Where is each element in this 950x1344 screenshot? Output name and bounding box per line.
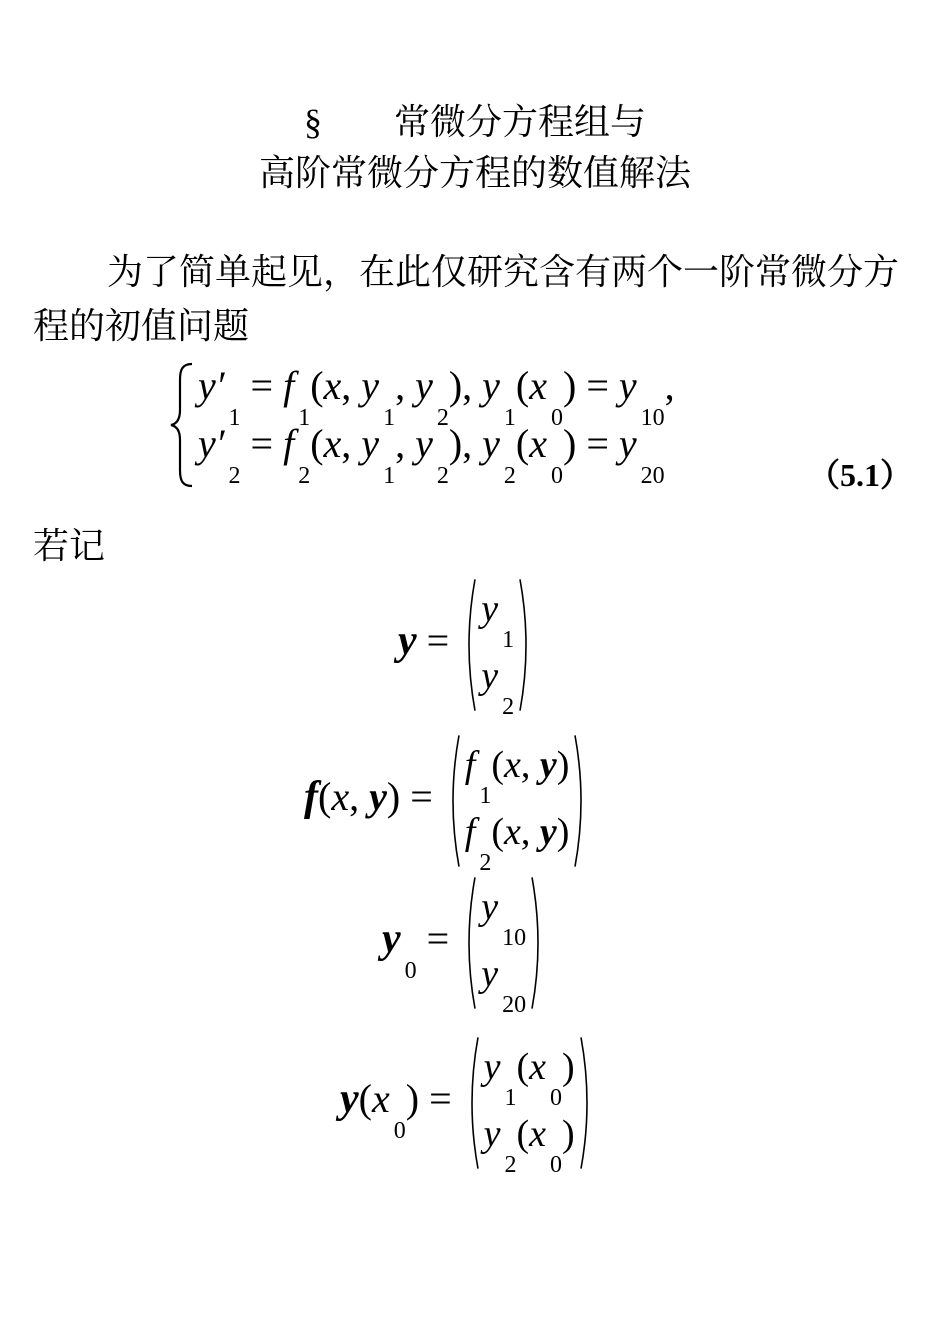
def-f-vector: [304, 734, 591, 876]
comma: ,: [520, 811, 531, 853]
var-x: x: [529, 1113, 547, 1155]
left-paren: [461, 578, 477, 712]
subscript: 0: [404, 958, 417, 985]
right-paren: [530, 876, 546, 1010]
var-y: y: [483, 1113, 501, 1155]
section-title-line1: [0, 98, 950, 147]
var-x: x: [529, 421, 548, 466]
subscript: 0: [551, 405, 564, 431]
paren: (: [358, 1076, 372, 1122]
section-title-line2: 高阶常微分方程的数值解法: [258, 153, 691, 194]
var-x: x: [371, 1076, 390, 1122]
paren: ): [405, 1076, 420, 1122]
paren: (: [318, 774, 332, 820]
equals-sign: =: [250, 421, 274, 466]
equals-sign: =: [426, 618, 450, 664]
var-y: y: [481, 655, 499, 697]
comma: ,: [349, 774, 360, 820]
var-y: y: [481, 953, 499, 995]
var-x: x: [529, 363, 548, 408]
var-y: y: [618, 363, 637, 408]
var-y: y: [482, 363, 500, 408]
function-symbol: f: [464, 744, 476, 786]
var-y: y: [481, 588, 499, 630]
right-paren: [518, 578, 534, 712]
paren: (: [516, 1113, 530, 1155]
paren: ): [562, 1046, 575, 1088]
comma: ,: [395, 363, 406, 408]
paren: (: [310, 363, 324, 408]
lhs-var: y′: [198, 363, 225, 408]
paren: (: [491, 744, 504, 786]
matrix-cell: [483, 1036, 575, 1111]
left-paren: [445, 734, 461, 868]
paren: (: [515, 363, 530, 408]
bold-y: y: [340, 1076, 359, 1123]
right-paren: [579, 1036, 595, 1170]
matrix-cell: [481, 876, 527, 951]
subscript: 1: [383, 405, 396, 431]
bold-y: y: [398, 618, 417, 665]
subscript: 1: [479, 783, 492, 809]
paren: ): [386, 774, 401, 820]
def-y-vector: [398, 578, 536, 720]
subscript: 20: [502, 992, 527, 1018]
equals-sign: =: [586, 421, 609, 466]
column-matrix: [462, 1036, 597, 1178]
left-paren: [461, 876, 477, 1010]
subscript: 10: [502, 925, 527, 951]
comma: ,: [520, 744, 531, 786]
comma: ,: [664, 363, 675, 408]
function-symbol: f: [283, 421, 295, 466]
paren: (: [515, 421, 530, 466]
subscript: 2: [298, 463, 311, 489]
paren: ): [563, 421, 577, 466]
var-x: x: [503, 811, 521, 853]
ode-system: [168, 360, 768, 500]
subscript: 0: [550, 1152, 563, 1178]
subscript: 2: [502, 694, 515, 720]
title-text-line1: 常微分方程组与: [393, 102, 646, 143]
paren: ): [563, 363, 577, 408]
function-symbol: f: [283, 363, 295, 408]
subscript: 10: [640, 405, 665, 431]
subscript: 1: [228, 405, 241, 431]
matrix-cell: [481, 645, 515, 720]
var-y: y: [415, 363, 433, 408]
matrix-cell: [483, 1103, 575, 1178]
column-matrix: [459, 578, 536, 720]
matrix-cell: [481, 578, 515, 653]
equals-sign: =: [410, 774, 433, 820]
column-matrix: [459, 876, 548, 1018]
matrix-cell: [464, 801, 570, 876]
subscript: 2: [479, 850, 492, 876]
subscript: 2: [436, 463, 449, 489]
bold-f: f: [304, 774, 318, 821]
paren: ),: [448, 421, 473, 466]
paragraph-ruoji: 若记: [33, 526, 106, 567]
subscript: 2: [436, 405, 449, 431]
intro-paragraph: 为了简单起见，在此仅研究含有两个一阶常微分方程的初值问题: [33, 252, 900, 347]
bold-y: y: [539, 811, 557, 853]
comma: ,: [395, 421, 406, 466]
section-symbol: §: [303, 102, 322, 142]
var-y: y: [415, 421, 433, 466]
var-y: y: [361, 421, 380, 466]
var-y: y: [483, 1046, 501, 1088]
subscript: 2: [504, 1152, 517, 1178]
bold-y: y: [539, 744, 557, 786]
equals-sign: =: [426, 916, 450, 962]
function-symbol: f: [464, 811, 476, 853]
subscript: 2: [503, 463, 516, 489]
ode-equation-1: [198, 362, 675, 431]
paren: ): [556, 744, 570, 786]
var-x: x: [323, 421, 342, 466]
var-x: x: [323, 363, 342, 408]
comma: ,: [341, 363, 352, 408]
paren: ),: [448, 363, 473, 408]
matrix-cell: [464, 734, 570, 809]
var-y: y: [361, 363, 380, 408]
paren: ): [556, 811, 570, 853]
var-y: y: [482, 421, 500, 466]
var-y: y: [618, 421, 637, 466]
equals-sign: =: [250, 363, 274, 408]
var-x: x: [331, 774, 350, 820]
equals-sign: =: [586, 363, 609, 408]
matrix-cell: [481, 943, 527, 1018]
subscript: 20: [640, 463, 665, 489]
paren: ): [562, 1113, 575, 1155]
left-paren: [464, 1036, 480, 1170]
left-brace: [168, 360, 196, 490]
var-x: x: [503, 744, 521, 786]
column-matrix: [443, 734, 592, 876]
bold-y: y: [369, 774, 387, 820]
lhs-var: y′: [198, 421, 225, 466]
subscript: 0: [551, 463, 564, 489]
subscript: 1: [504, 1085, 517, 1111]
bold-y: y: [382, 916, 401, 963]
def-yx0-vector: [340, 1036, 597, 1178]
equals-sign: =: [429, 1076, 452, 1122]
subscript: 1: [298, 405, 311, 431]
subscript: 1: [503, 405, 516, 431]
comma: ,: [341, 421, 352, 466]
paren: (: [516, 1046, 530, 1088]
subscript: 1: [502, 627, 515, 653]
subscript: 0: [550, 1085, 563, 1111]
paren: (: [310, 421, 324, 466]
var-y: y: [481, 886, 499, 928]
equation-number: （5.1）: [808, 457, 913, 493]
subscript: 2: [228, 463, 241, 489]
subscript: 0: [393, 1118, 406, 1145]
var-x: x: [529, 1046, 547, 1088]
paren: (: [491, 811, 504, 853]
right-paren: [573, 734, 589, 868]
ode-equation-2: [198, 420, 665, 489]
subscript: 1: [383, 463, 396, 489]
def-y0-vector: [382, 876, 548, 1018]
